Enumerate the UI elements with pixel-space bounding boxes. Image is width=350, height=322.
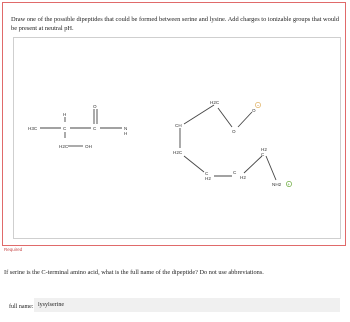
bonds bbox=[40, 105, 276, 180]
required-label: Required bbox=[4, 247, 23, 252]
bond-c-ch2 bbox=[244, 156, 262, 173]
question-2-text: If serine is the C-terminal amino acid, what is the full name of the dipeptide? Do not use abbreviations. bbox=[4, 269, 264, 276]
atom-h2-chain: H2 bbox=[240, 175, 246, 180]
atom-h3c-left: H3C bbox=[28, 126, 38, 131]
atom-oh: OH bbox=[85, 144, 92, 149]
atom-o-carbonyl: O bbox=[93, 104, 97, 109]
bond-h2c-o bbox=[218, 108, 232, 127]
atom-n-amide: N bbox=[124, 126, 128, 131]
atom-c-carbonyl: C bbox=[93, 126, 97, 131]
atom-h2c-mid: H2C bbox=[173, 150, 183, 155]
atom-nh2: NH2 bbox=[272, 182, 282, 187]
molecule-drawing bbox=[14, 38, 342, 240]
question-1-prompt: Draw one of the possible dipeptides that could be formed between serine and lysine. Add charges to ionizable groups that would be present at neutral pH. bbox=[11, 16, 340, 32]
atom-c-alpha: C bbox=[63, 126, 67, 131]
atom-h-amide: H bbox=[124, 131, 128, 136]
bond-h2c-c bbox=[184, 156, 204, 172]
full-name-label: full name: bbox=[9, 304, 34, 310]
atom-ch-right: CH bbox=[175, 123, 182, 128]
atom-c-chain: C bbox=[233, 170, 237, 175]
bond-ch2-nh2 bbox=[266, 156, 276, 180]
minus-charge-icon: − bbox=[256, 103, 260, 108]
full-name-input[interactable] bbox=[34, 298, 340, 312]
bond-ch-h2c-top bbox=[184, 105, 214, 124]
atom-o-left: O bbox=[232, 129, 236, 134]
question-1-container bbox=[2, 2, 346, 246]
drawing-canvas[interactable] bbox=[13, 37, 341, 239]
atom-h-alpha: H bbox=[63, 112, 67, 117]
atom-c-r2: C bbox=[261, 152, 265, 157]
atom-o-right: O bbox=[252, 108, 256, 113]
plus-charge-icon: + bbox=[287, 182, 290, 187]
bond-o-o bbox=[238, 112, 252, 127]
atom-h2c-side: H2C bbox=[59, 144, 69, 149]
atom-h2-ring: H2 bbox=[205, 176, 211, 181]
atom-h2c-top: H2C bbox=[210, 100, 220, 105]
atom-h2c-r2: H2 bbox=[261, 147, 267, 152]
atom-c-ring: C bbox=[205, 171, 209, 176]
